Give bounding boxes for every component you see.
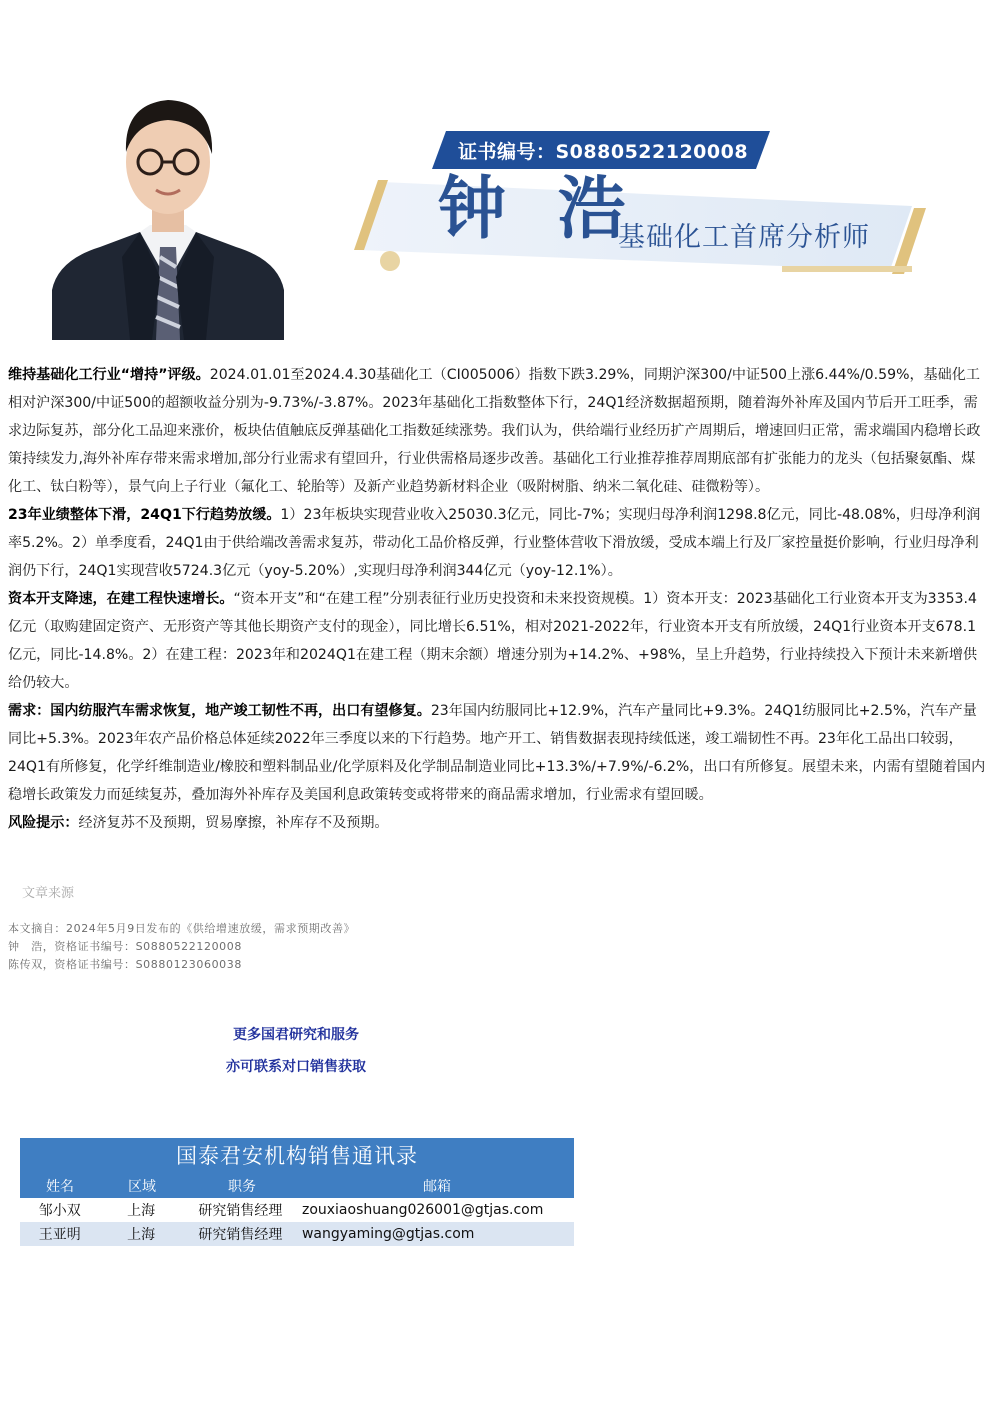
header-region: 区域 [128, 1179, 156, 1195]
article-meta [8, 920, 355, 974]
contact-region: 上海 [127, 1227, 156, 1243]
contact-region: 上海 [127, 1203, 156, 1219]
table-row [20, 1198, 574, 1222]
analyst-name: 钟 浩 [438, 169, 640, 249]
paragraph-lead: 需求：国内纺服汽车需求恢复，地产竣工韧性不再，出口有望修复。 [8, 703, 431, 719]
paragraph-lead: 维持基础化工行业“增持”评级。 [8, 367, 210, 383]
paragraph-text: “资本开支”和“在建工程”分别表征行业历史投资和未来投资规模。1）资本开支：2023基础化工行业资本开支为3353.4亿元（取购建固定资产、无形资产等其他长期资产支付的现金），同比增长6.51%，相对2021-2022年，行业资本开支有所放缓，24Q1行业资本开支678.1亿元，同比-14.8%。2）在建工程：2023年和2024Q1在建工程（期末余额）增速分别为+14.2%、+98%，呈上升趋势，行业持续投入下预计未来新增供给仍较大。 [8, 591, 978, 691]
paragraph-lead: 资本开支降速，在建工程快速增长。 [8, 591, 234, 607]
paragraph-rating [8, 361, 986, 501]
sales-directory [20, 1138, 574, 1243]
analyst-portrait [52, 82, 284, 340]
paragraph-text: 1）23年板块实现营业收入25030.3亿元，同比-7%；实现归母净利润1298.8亿元，同比-48.08%，归母净利润率5.2%。2）单季度看，24Q1由于供给端改善需求复苏，带动化工品价格反弹，行业整体营收下滑放缓，受成本端上行及厂家控量挺价影响，行业归母净利润仍下行，24Q1实现营收5724.3亿元（yoy-5.20%）,实现归母净利润344亿元（yoy-12.1%）。 [8, 507, 981, 579]
paragraph-lead: 风险提示： [8, 815, 79, 831]
header-name: 姓名 [46, 1179, 74, 1195]
header-email: 邮箱 [423, 1179, 451, 1195]
paragraph-demand [8, 697, 986, 809]
cta-contact-sales: 亦可联系对口销售获取 [226, 1059, 366, 1075]
analyst-header [0, 0, 992, 345]
meta-author-2: 陈传双，资格证书编号：S0880123060038 [8, 958, 242, 971]
paragraph-lead: 23年业绩整体下滑，24Q1下行趋势放缓。 [8, 507, 281, 523]
meta-source: 本文摘自：2024年5月9日发布的《供给增速放缓，需求预期改善》 [8, 922, 356, 935]
contact-name: 王亚明 [38, 1227, 81, 1243]
contact-position: 研究销售经理 [198, 1227, 283, 1243]
cta-more-research: 更多国君研究和服务 [233, 1027, 359, 1043]
paragraph-text: 经济复苏不及预期，贸易摩擦，补库存不及预期。 [78, 815, 389, 831]
contact-email[interactable]: wangyaming@gtjas.com [301, 1226, 475, 1242]
contact-position: 研究销售经理 [198, 1203, 283, 1219]
analyst-title: 基础化工首席分析师 [618, 222, 870, 253]
source-label: 文章来源 [22, 886, 75, 901]
header-position: 职务 [228, 1179, 256, 1195]
paragraph-risk [8, 809, 986, 837]
directory-title: 国泰君安机构销售通讯录 [20, 1138, 574, 1174]
article-body [8, 361, 986, 837]
paragraph-capex [8, 585, 986, 697]
directory-header-row [20, 1174, 574, 1198]
meta-author-1: 钟 浩，资格证书编号：S0880522120008 [8, 940, 242, 953]
contact-email[interactable]: zouxiaoshuang026001@gtjas.com [301, 1202, 544, 1218]
certificate-number: 证书编号：S0880522120008 [458, 141, 749, 163]
paragraph-performance [8, 501, 986, 585]
paragraph-text: 2024.01.01至2024.4.30基础化工（CI005006）指数下跌3.29%，同期沪深300/中证500上涨6.44%/0.59%，基础化工相对沪深300/中证500的超额收益分别为-9.73%/-3.87%。2023年基础化工指数整体下行，24Q1经济数据超预期，随着海外补库及国内节后开工旺季，需求边际复苏，部分化工品迎来涨价，板块估值触底反弹基础化工指数延续涨势。我们认为，供给端行业经历扩产周期后，增速回归正常，需求端国内稳增长政策持续发力,海外补库存带来需求增加,部分行业需求有望回升，行业供需格局逐步改善。基础化工行业推荐推荐周期底部有扩张能力的龙头（包括聚氨酯、煤化工、钛白粉等），景气向上子行业（氟化工、轮胎等）及新产业趋势新材料企业（吸附树脂、纳米二氧化硅、硅微粉等）。 [8, 367, 981, 495]
paragraph-text: 23年国内纺服同比+12.9%，汽车产量同比+9.3%。24Q1纺服同比+2.5%，汽车产量同比+5.3%。2023年农产品价格总体延续2022年三季度以来的下行趋势。地产开工、销售数据表现持续低迷，竣工端韧性不再。23年化工品出口较弱，24Q1有所修复，化学纤维制造业/橡胶和塑料制品业/化学原料及化学制品制造业同比+13.3%/+7.9%/-6.2%，出口有所修复。展望未来，内需有望随着国内稳增长政策发力而延续复苏，叠加海外补库存及美国利息政策转变或将带来的商品需求增加，行业需求有望回暖。 [8, 703, 986, 803]
table-row [20, 1222, 574, 1246]
contact-name: 邹小双 [38, 1203, 81, 1219]
